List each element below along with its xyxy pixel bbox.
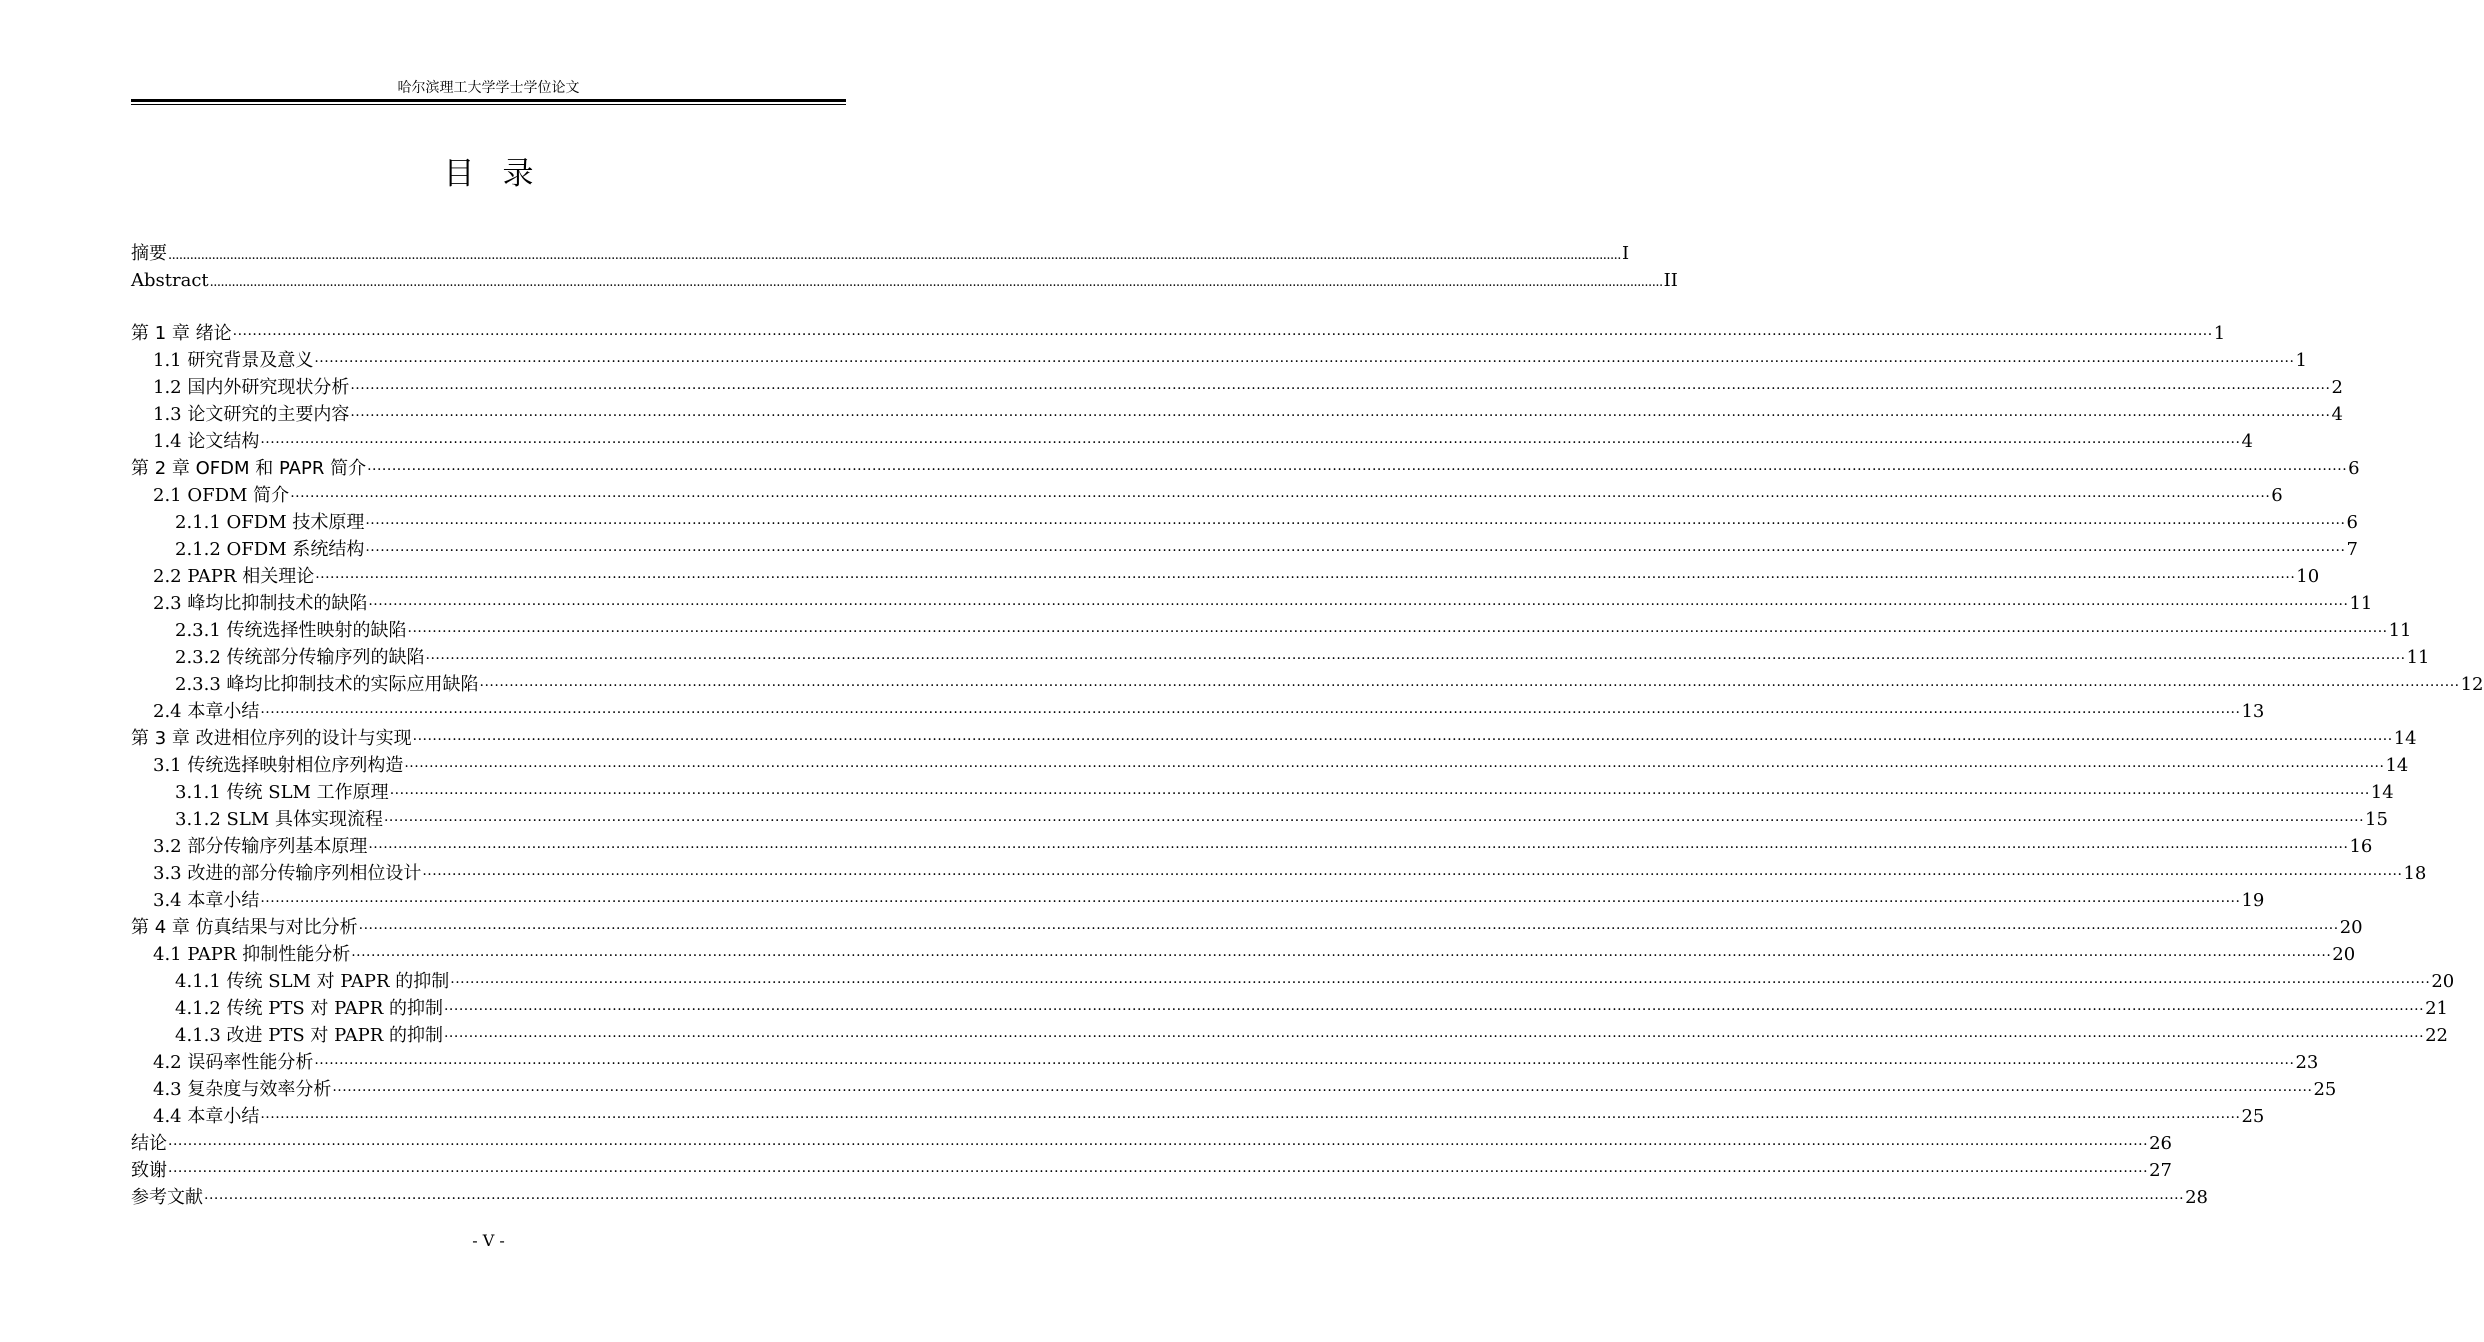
toc-leader-dots: ················································································································································································································································································································································································································: [383, 813, 2365, 829]
toc-entry[interactable]: [131, 1157, 2172, 1184]
toc-entry-page: 4: [2241, 431, 2253, 452]
toc-entry-page: 1: [2295, 350, 2307, 371]
toc-entry-page: 26: [2149, 1133, 2172, 1154]
toc-entry[interactable]: [131, 1022, 2448, 1049]
toc-entry-page: 23: [2295, 1052, 2319, 1073]
toc-leader-dots: ················································································································································································································································································································································································································: [232, 327, 2213, 343]
toc-entry-page: 6: [2348, 458, 2360, 479]
toc-entry-page: 10: [2296, 566, 2320, 587]
toc-entry-page: 1: [2213, 323, 2226, 344]
toc-leader-dots: ················································································································································································································································································································································································································: [407, 624, 2388, 640]
toc-entry[interactable]: [131, 833, 2373, 860]
toc-entry[interactable]: [131, 374, 2343, 401]
toc-entry[interactable]: [131, 1130, 2172, 1157]
toc-entry-label: 4.1.3 改进 PTS 对 PAPR 的抑制: [175, 1025, 443, 1046]
toc-entry[interactable]: [131, 1076, 2337, 1103]
toc-leader-dots: ················································································································································································································································································································································································································: [351, 948, 2332, 964]
table-of-contents: [131, 240, 2484, 1211]
toc-entry-label: 4.2 误码率性能分析: [153, 1052, 314, 1073]
toc-leader-dots: ················································································································································································································································································································································································································: [367, 462, 2348, 478]
toc-entry-label: 3.2 部分传输序列基本原理: [153, 836, 368, 857]
toc-entry[interactable]: [131, 509, 2358, 536]
toc-entry[interactable]: [131, 1103, 2265, 1130]
toc-entry-label: 2.3.2 传统部分传输序列的缺陷: [175, 647, 425, 668]
toc-entry-label: 2.3.1 传统选择性映射的缺陷: [175, 620, 407, 641]
toc-entry[interactable]: [131, 563, 2320, 590]
toc-entry-page: 20: [2431, 971, 2455, 992]
toc-entry-page: 25: [2241, 1106, 2265, 1127]
toc-entry[interactable]: [131, 779, 2394, 806]
toc-leader-dots: ················································································································································································································································································································································································································: [422, 867, 2403, 883]
toc-entry[interactable]: [131, 536, 2358, 563]
toc-entry-page: 16: [2349, 836, 2373, 857]
toc-entry-label: 1.3 论文研究的主要内容: [153, 404, 350, 425]
toc-entry-label: 第 1 章 绪论: [131, 323, 232, 344]
toc-entry-page: 25: [2313, 1079, 2337, 1100]
toc-leader-dots: ················································································································································································································································································································································································································: [443, 1002, 2425, 1018]
toc-entry-label: 3.1.2 SLM 具体实现流程: [175, 809, 383, 830]
toc-entry-page: 19: [2241, 890, 2265, 911]
toc-entry-page: 11: [2388, 620, 2412, 641]
toc-entry-label: 2.2 PAPR 相关理论: [153, 566, 315, 587]
toc-leader-dots: ················································································································································································································································································································································································································: [443, 1029, 2425, 1045]
toc-entry-label: 2.1 OFDM 简介: [153, 485, 290, 506]
toc-entry[interactable]: [131, 725, 2417, 752]
toc-entry-label: 摘要: [131, 243, 167, 264]
toc-leader-dots: ················································································································································································································································································································································································································: [350, 408, 2331, 424]
toc-entry-label: 2.3 峰均比抑制技术的缺陷: [153, 593, 368, 614]
toc-entry-page: 28: [2185, 1187, 2208, 1208]
toc-entry[interactable]: [131, 914, 2363, 941]
toc-entry-page: 6: [2346, 512, 2358, 533]
toc-leader-dots: ················································································································································································································································································································································································································: [260, 894, 2241, 910]
toc-leader-dots: ················································································································································································································································································································································································································: [368, 597, 2349, 613]
toc-entry-label: 2.3.3 峰均比抑制技术的实际应用缺陷: [175, 674, 479, 695]
page-header: 哈尔滨理工大学学士学位论文: [397, 80, 580, 96]
toc-entry-label: 2.4 本章小结: [153, 701, 260, 722]
toc-entry-label: 3.1.1 传统 SLM 工作原理: [175, 782, 389, 803]
toc-entry-label: 3.1 传统选择映射相位序列构造: [153, 755, 404, 776]
toc-entry-page: 21: [2425, 998, 2448, 1019]
toc-entry-page: 2: [2331, 377, 2343, 398]
toc-leader-dots: ················································································································································································································································································································································································································: [368, 840, 2349, 856]
toc-entry-page: 11: [2349, 593, 2373, 614]
toc-entry-page: 6: [2271, 485, 2283, 506]
toc-entry-label: 1.4 论文结构: [153, 431, 260, 452]
toc-leader-dots: ················································································································································································································································································································································································································: [204, 1191, 2185, 1207]
toc-entry-page: 12: [2460, 674, 2484, 695]
toc-entry-label: 4.1.1 传统 SLM 对 PAPR 的抑制: [175, 971, 450, 992]
toc-leader-dots: ................................................................................................................................................................................................................................................................................................................................................................................................................: [168, 248, 1621, 263]
toc-leader-dots: ················································································································································································································································································································································································································: [260, 435, 2241, 451]
toc-leader-dots: ················································································································································································································································································································································································································: [168, 1137, 2149, 1153]
toc-entry-label: 3.4 本章小结: [153, 890, 260, 911]
toc-entry[interactable]: [131, 267, 1678, 294]
toc-entry-page: 14: [2393, 728, 2417, 749]
toc-entry-label: 致谢: [131, 1160, 167, 1181]
toc-entry[interactable]: [131, 860, 2427, 887]
toc-entry-page: 14: [2385, 755, 2409, 776]
toc-entry-page: II: [1663, 270, 1678, 291]
toc-entry-label: 4.1 PAPR 抑制性能分析: [153, 944, 351, 965]
toc-entry-page: 4: [2331, 404, 2343, 425]
page-number: - V -: [472, 1231, 505, 1250]
toc-entry-page: 27: [2149, 1160, 2172, 1181]
toc-leader-dots: ················································································································································································································································································································································································································: [315, 570, 2296, 586]
toc-entry-label: 4.4 本章小结: [153, 1106, 260, 1127]
toc-entry-label: 4.1.2 传统 PTS 对 PAPR 的抑制: [175, 998, 443, 1019]
toc-leader-dots: ················································································································································································································································································································································································································: [479, 678, 2460, 694]
toc-entry[interactable]: [131, 806, 2388, 833]
toc-entry-label: Abstract: [131, 270, 209, 291]
toc-entry-label: 2.1.2 OFDM 系统结构: [175, 539, 365, 560]
toc-entry[interactable]: [131, 617, 2412, 644]
toc-entry-label: 1.2 国内外研究现状分析: [153, 377, 350, 398]
toc-entry[interactable]: [131, 240, 1630, 267]
toc-entry-label: 4.3 复杂度与效率分析: [153, 1079, 332, 1100]
toc-entry-page: 20: [2339, 917, 2363, 938]
toc-entry[interactable]: [131, 590, 2373, 617]
toc-entry[interactable]: [131, 482, 2283, 509]
toc-entry-page: 20: [2332, 944, 2356, 965]
header-rule-thin: [131, 104, 846, 105]
toc-entry-label: 参考文献: [131, 1187, 203, 1208]
header-rule-thick: [131, 99, 846, 102]
toc-leader-dots: ················································································································································································································································································································································································································: [168, 1164, 2149, 1180]
toc-leader-dots: ················································································································································································································································································································································································································: [389, 786, 2370, 802]
toc-entry[interactable]: [131, 752, 2409, 779]
toc-entry-label: 第 2 章 OFDM 和 PAPR 简介: [131, 458, 367, 479]
toc-leader-dots: ················································································································································································································································································································································································································: [425, 651, 2406, 667]
toc-entry-page: 7: [2346, 539, 2358, 560]
toc-entry-page: 18: [2403, 863, 2427, 884]
toc-entry-label: 第 3 章 改进相位序列的设计与实现: [131, 728, 412, 749]
toc-entry[interactable]: [131, 698, 2265, 725]
toc-entry[interactable]: [131, 401, 2343, 428]
toc-entry-label: 1.1 研究背景及意义: [153, 350, 314, 371]
toc-leader-dots: ················································································································································································································································································································································································································: [350, 381, 2331, 397]
toc-entry-page: I: [1621, 243, 1630, 264]
toc-entry[interactable]: [131, 887, 2265, 914]
toc-entry[interactable]: [131, 644, 2430, 671]
toc-leader-dots: ................................................................................................................................................................................................................................................................................................................................................................................................................: [209, 275, 1663, 290]
toc-entry[interactable]: [131, 995, 2448, 1022]
toc-leader-dots: ················································································································································································································································································································································································································: [314, 354, 2295, 370]
toc-leader-dots: ················································································································································································································································································································································································································: [332, 1083, 2313, 1099]
toc-entry-label: 2.1.1 OFDM 技术原理: [175, 512, 365, 533]
toc-leader-dots: ················································································································································································································································································································································································································: [314, 1056, 2295, 1072]
toc-entry[interactable]: [131, 428, 2253, 455]
toc-entry[interactable]: [131, 1184, 2208, 1211]
toc-entry-page: 11: [2406, 647, 2430, 668]
toc-leader-dots: ················································································································································································································································································································································································································: [358, 921, 2339, 937]
toc-entry[interactable]: [131, 455, 2360, 482]
toc-entry-page: 22: [2425, 1025, 2448, 1046]
toc-entry-label: 第 4 章 仿真结果与对比分析: [131, 917, 358, 938]
toc-entry-page: 13: [2241, 701, 2265, 722]
toc-entry-page: 14: [2370, 782, 2394, 803]
toc-entry[interactable]: [131, 320, 2226, 347]
toc-leader-dots: ················································································································································································································································································································································································································: [260, 1110, 2241, 1126]
toc-entry[interactable]: [131, 671, 2484, 698]
toc-leader-dots: ················································································································································································································································································································································································································: [404, 759, 2385, 775]
toc-entry-page: 15: [2365, 809, 2388, 830]
toc-entry[interactable]: [131, 347, 2307, 374]
toc-entry-label: 3.3 改进的部分传输序列相位设计: [153, 863, 422, 884]
toc-leader-dots: ················································································································································································································································································································································································································: [412, 732, 2393, 748]
toc-leader-dots: ················································································································································································································································································································································································································: [365, 516, 2346, 532]
toc-entry[interactable]: [131, 941, 2356, 968]
toc-entry[interactable]: [131, 1049, 2319, 1076]
toc-leader-dots: ················································································································································································································································································································································································································: [450, 975, 2431, 991]
toc-entry-label: 结论: [131, 1133, 167, 1154]
page-title: 目录: [443, 156, 562, 192]
toc-entry[interactable]: [131, 968, 2455, 995]
toc-leader-dots: ················································································································································································································································································································································································································: [290, 489, 2271, 505]
toc-leader-dots: ················································································································································································································································································································································································································: [365, 543, 2346, 559]
toc-leader-dots: ················································································································································································································································································································································································································: [260, 705, 2241, 721]
